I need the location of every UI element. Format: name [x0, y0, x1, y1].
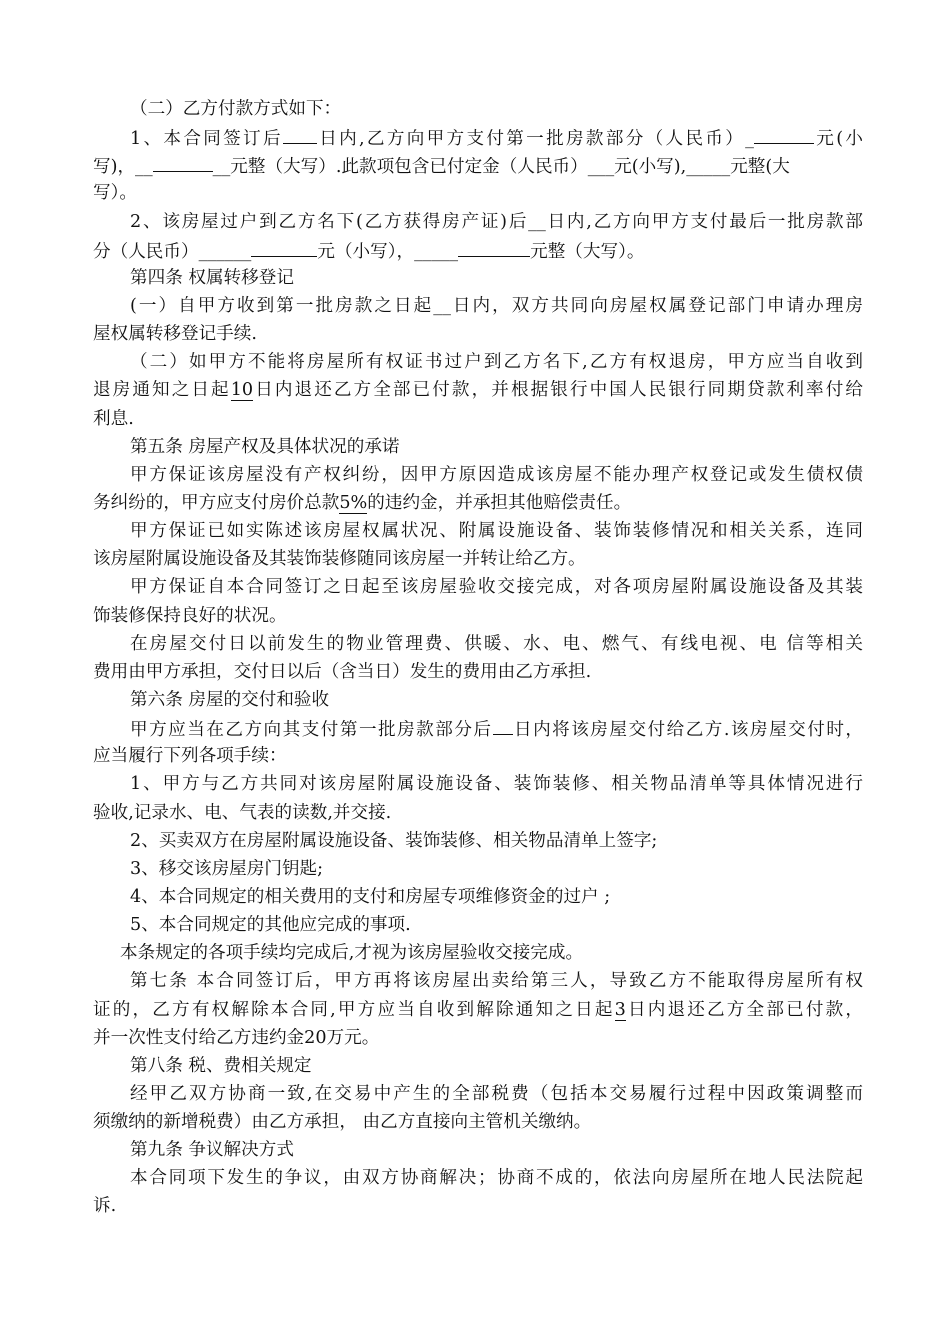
- text-run: 第八条 税、费相关规定: [130, 1055, 312, 1076]
- text-line: [93, 179, 863, 207]
- text-run: 元整（大写）。: [530, 241, 645, 262]
- blank-fill-line: [153, 151, 213, 172]
- blank-fill-line: [458, 236, 530, 257]
- text-line: [93, 461, 863, 489]
- underlined-value: 3: [614, 999, 626, 1020]
- text-line: [93, 433, 863, 461]
- text-run: 3、移交该房屋房门钥匙;: [130, 858, 324, 879]
- text-run: 4、本合同规定的相关费用的支付和房屋专项维修资金的过户 ;: [130, 886, 611, 907]
- text-line: [93, 630, 863, 658]
- text-line: [93, 996, 863, 1024]
- text-run: 2、该房屋过户到乙方名下(乙方获得房产证)后__日内,乙方向甲方支付最后一批房款部: [130, 211, 863, 232]
- text-run: 经甲乙双方协商一致,在交易中产生的全部税费（包括本交易履行过程中因政策调整而: [130, 1083, 863, 1104]
- text-run: 甲方保证已如实陈述该房屋权属状况、附属设施设备、装饰装修情况和相关关系，连同: [130, 521, 863, 542]
- text-run: 在房屋交付日以前发生的物业管理费、供暖、水、电、燃气、有线电视、电 信等相关: [130, 633, 863, 654]
- text-run: 写)，__: [93, 157, 153, 178]
- text-line: [93, 1164, 863, 1192]
- text-line: [93, 1192, 863, 1220]
- text-line: [93, 489, 863, 517]
- text-run: 本合同项下发生的争议，由双方协商解决；协商不成的，依法向房屋所在地人民法院起: [130, 1168, 863, 1189]
- text-line: [93, 151, 863, 179]
- text-run: 证的，乙方有权解除本合同,甲方应当自收到解除通知之日起: [93, 999, 615, 1020]
- text-line: [93, 517, 863, 545]
- text-line: [93, 967, 863, 995]
- text-line: [93, 320, 863, 348]
- text-line: [93, 1080, 863, 1108]
- blank-fill-line: [493, 714, 513, 735]
- text-run: 诉.: [93, 1196, 117, 1217]
- text-run: 第六条 房屋的交付和验收: [130, 689, 330, 710]
- text-run: 1、本合同签订后: [130, 129, 283, 150]
- text-run: 屋权属转移登记手续.: [93, 324, 257, 345]
- text-line: [93, 236, 863, 264]
- text-line: [93, 1052, 863, 1080]
- text-run: 1、甲方与乙方共同对该房屋附属设施设备、装饰装修、相关物品清单等具体情况进行: [130, 774, 863, 795]
- text-line: [93, 123, 863, 151]
- text-line: [93, 658, 863, 686]
- text-run: 元（小写），_____: [317, 241, 459, 262]
- text-run: (一）自甲方收到第一批房款之日起__日内，双方共同向房屋权属登记部门申请办理房: [130, 295, 863, 316]
- text-line: [93, 827, 863, 855]
- text-line: [93, 855, 863, 883]
- text-run: 日内退还乙方全部已付款，: [625, 999, 863, 1020]
- text-run: 本条规定的各项手续均完成后,才视为该房屋验收交接完成。: [120, 943, 584, 964]
- text-line: [93, 1136, 863, 1164]
- text-run: 第七条 本合同签订后，甲方再将该房屋出卖给第三人，导致乙方不能取得房屋所有权: [130, 971, 863, 992]
- blank-fill-line: [251, 236, 317, 257]
- text-run: 甲方应当在乙方向其支付第一批房款部分后: [130, 720, 493, 741]
- text-run: 饰装修保持良好的状况。: [93, 605, 287, 626]
- text-run: __元整（大写）.此款项包含已付定金（人民币）___元(小写),_____元整(大: [212, 157, 790, 178]
- text-run: （二）乙方付款方式如下：: [130, 99, 342, 119]
- text-run: （二）如甲方不能将房屋所有权证书过户到乙方名下,乙方有权退房，甲方应当自收到: [130, 352, 863, 373]
- text-run: 日内将该房屋交付给乙方.该房屋交付时，: [512, 720, 863, 741]
- text-run: 第四条 权属转移登记: [130, 267, 294, 288]
- underlined-value: 5%: [339, 492, 368, 513]
- text-line: [93, 714, 863, 742]
- text-line: [93, 742, 863, 770]
- text-line: [93, 686, 863, 714]
- text-run: 须缴纳的新增税费）由乙方承担， 由乙方直接向主管机关缴纳。: [93, 1112, 592, 1133]
- text-run: 日内,乙方向甲方支付第一批房款部分（人民币）_: [316, 129, 754, 150]
- text-line: [93, 573, 863, 601]
- text-line: [93, 883, 863, 911]
- underlined-value: 10: [230, 380, 254, 401]
- blank-fill-line: [283, 123, 317, 144]
- text-line: [93, 1108, 863, 1136]
- text-line: [93, 911, 863, 939]
- text-line: [93, 1024, 863, 1052]
- text-line: [93, 264, 863, 292]
- text-line: [93, 799, 863, 827]
- contract-page: [93, 95, 863, 1221]
- text-run: 费用由甲方承担，交付日以后（含当日）发生的费用由乙方承担.: [93, 661, 592, 682]
- text-line: [93, 292, 863, 320]
- text-line: [93, 208, 863, 236]
- text-run: 2、买卖双方在房屋附属设施设备、装饰装修、相关物品清单上签字;: [130, 830, 658, 851]
- text-run: 日内退还乙方全部已付款，并根据银行中国人民银行同期贷款利率付给: [253, 380, 863, 401]
- text-line: [93, 602, 863, 630]
- text-line: [93, 770, 863, 798]
- text-run: 分（人民币）______: [93, 241, 252, 262]
- text-line: [93, 939, 863, 967]
- text-line: [93, 376, 863, 404]
- text-run: 务纠纷的，甲方应支付房价总款: [93, 492, 340, 513]
- text-run: 5、本合同规定的其他应完成的事项.: [130, 915, 411, 936]
- text-run: 应当履行下列各项手续：: [93, 746, 287, 767]
- text-line: [93, 545, 863, 573]
- text-line: [93, 95, 863, 123]
- text-run: 第九条 争议解决方式: [130, 1140, 294, 1161]
- text-run: 利息.: [93, 408, 134, 429]
- text-run: 该房屋附属设施设备及其装饰装修随同该房屋一并转让给乙方。: [93, 549, 586, 570]
- text-run: 写）。: [93, 183, 137, 204]
- blank-fill-line: [754, 123, 814, 144]
- text-line: [93, 348, 863, 376]
- text-run: 验收,记录水、电、气表的读数,并交接.: [93, 802, 392, 823]
- text-run: 元(小: [813, 129, 863, 150]
- text-line: [93, 405, 863, 433]
- text-run: 甲方保证自本合同签订之日起至该房屋验收交接完成，对各项房屋附属设施设备及其装: [130, 577, 863, 598]
- text-run: 甲方保证该房屋没有产权纠纷，因甲方原因造成该房屋不能办理产权登记或发生债权债: [130, 464, 863, 485]
- text-run: 的违约金，并承担其他赔偿责任。: [367, 492, 632, 513]
- text-run: 退房通知之日起: [93, 380, 231, 401]
- text-run: 第五条 房屋产权及具体状况的承诺: [130, 436, 400, 457]
- text-run: 并一次性支付给乙方违约金20万元。: [93, 1027, 380, 1048]
